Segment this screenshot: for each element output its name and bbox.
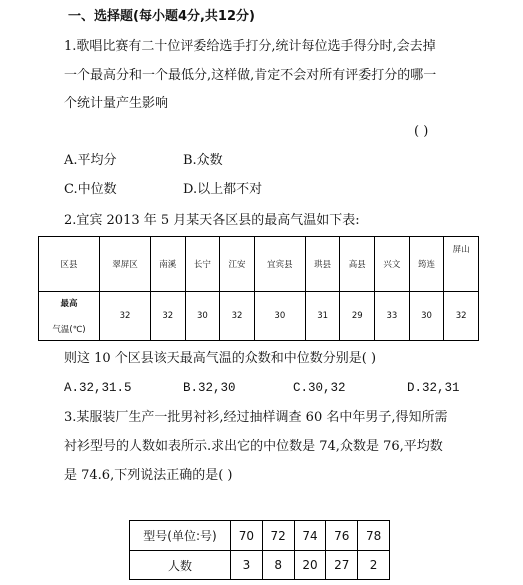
size-cell: 74	[294, 521, 326, 551]
q2-option-a: A.32,31.5	[64, 381, 132, 395]
county-cell: 屏山	[444, 237, 479, 292]
county-cell: 江安	[220, 237, 255, 292]
count-row-label: 人数	[130, 551, 231, 580]
county-cell: 长宁	[185, 237, 220, 292]
count-cell: 2	[358, 551, 390, 580]
q3-line-2: 衬衫型号的人数如表所示.求出它的中位数是 74,众数是 76,平均数	[64, 439, 443, 454]
county-cell: 宜宾县	[254, 237, 305, 292]
q2-option-d: D.32,31	[407, 381, 460, 395]
count-cell: 8	[262, 551, 294, 580]
temperature-cell: 32	[100, 292, 151, 341]
temperature-cell: 29	[340, 292, 375, 341]
size-cell: 76	[326, 521, 358, 551]
temperature-cell: 30	[185, 292, 220, 341]
county-header-label: 区县	[39, 237, 100, 292]
temperature-cell: 30	[254, 292, 305, 341]
q3-line-3: 是 74.6,下列说法正确的是( )	[64, 468, 233, 483]
temperature-cell: 32	[444, 292, 479, 341]
q1-option-d: D.以上都不对	[183, 182, 263, 197]
temperature-cell: 32	[150, 292, 185, 341]
count-cell: 27	[326, 551, 358, 580]
row-label-line-1: 最高	[60, 299, 78, 309]
q2-stem: 2.宜宾 2013 年 5 月某天各区县的最高气温如下表:	[64, 213, 360, 228]
size-cell: 78	[358, 521, 390, 551]
county-cell: 兴文	[375, 237, 410, 292]
shirt-size-table	[129, 520, 390, 580]
size-cell: 72	[262, 521, 294, 551]
q3-line-1: 3.某服装厂生产一批男衬衫,经过抽样调查 60 名中年男子,得知所需	[64, 410, 448, 425]
count-row	[130, 551, 390, 580]
temperature-table	[38, 236, 479, 341]
temperature-row-label	[39, 292, 100, 341]
county-cell: 珙县	[305, 237, 340, 292]
q2-option-c: C.30,32	[293, 381, 346, 395]
section-title: 一、选择题(每小题4分,共12分)	[68, 9, 255, 24]
county-cell: 南溪	[150, 237, 185, 292]
size-cell: 70	[231, 521, 263, 551]
county-cell: 高县	[340, 237, 375, 292]
size-row-label: 型号(单位:号)	[130, 521, 231, 551]
temperature-cell: 33	[375, 292, 410, 341]
row-label-line-2: 气温(℃)	[52, 325, 86, 335]
q2-question: 则这 10 个区县该天最高气温的众数和中位数分别是( )	[64, 351, 377, 366]
county-cell: 筠连	[409, 237, 444, 292]
q1-line-1: 1.歌唱比赛有二十位评委给选手打分,统计每位选手得分时,会去掉	[64, 39, 436, 54]
q1-answer-paren: ( )	[414, 124, 429, 139]
q1-option-c: C.中位数	[64, 182, 117, 197]
q1-option-b: B.众数	[183, 153, 223, 168]
count-cell: 3	[231, 551, 263, 580]
temperature-cell: 31	[305, 292, 340, 341]
temperature-cell: 32	[220, 292, 255, 341]
temperature-cell: 30	[409, 292, 444, 341]
count-cell: 20	[294, 551, 326, 580]
temperature-row	[39, 292, 479, 341]
q2-option-b: B.32,30	[183, 381, 236, 395]
county-cell: 翠屏区	[100, 237, 151, 292]
q1-option-a: A.平均分	[64, 153, 117, 168]
county-row	[39, 237, 479, 292]
size-row	[130, 521, 390, 551]
q1-line-3: 个统计量产生影响	[64, 96, 169, 111]
q1-line-2: 一个最高分和一个最低分,这样做,肯定不会对所有评委打分的哪一	[64, 68, 437, 83]
